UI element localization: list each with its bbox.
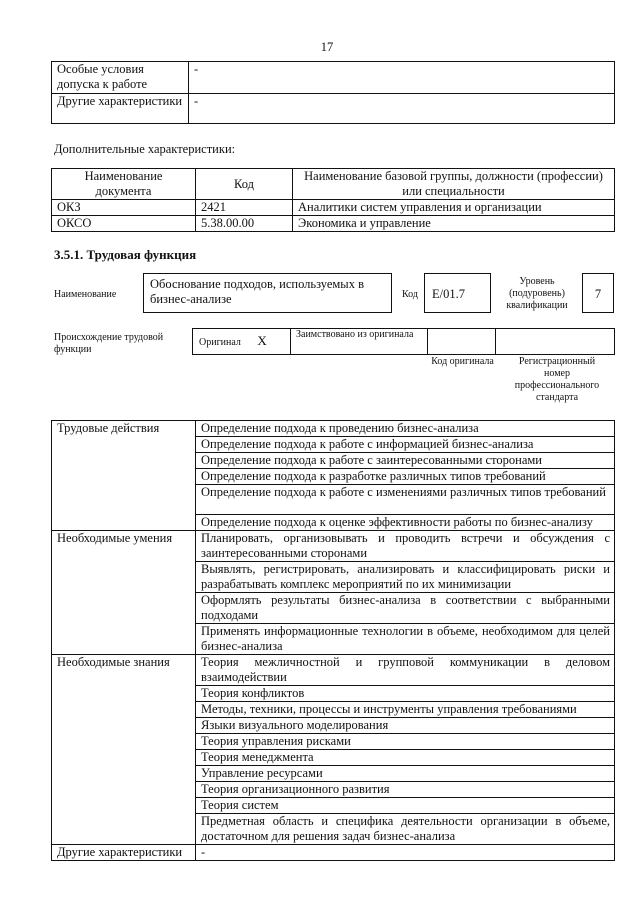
table-row	[52, 200, 615, 216]
labour-function-table	[51, 420, 615, 861]
labour-action-item: Определение подхода к оценке эффективности работы по бизнес-анализу	[196, 515, 615, 531]
table-cell: 5.38.00.00	[196, 216, 293, 232]
condition-value: -	[189, 94, 615, 124]
knowledge-item: Теория межличностной и групповой коммуникации в деловом взаимодействии	[196, 655, 615, 686]
function-name-label: Наименование	[54, 289, 117, 300]
qualification-level-value: 7	[594, 287, 602, 301]
function-name-box	[143, 273, 392, 313]
labour-action-item: Определение подхода к работе с заинтересованными сторонами	[196, 453, 615, 469]
other-value: -	[196, 845, 615, 861]
labour-action-item: Определение подхода к проведению бизнес-анализа	[196, 421, 615, 437]
origin-original-label: Оригинал	[199, 336, 241, 348]
condition-value: -	[189, 62, 615, 94]
table-cell: Экономика и управление	[293, 216, 615, 232]
other-label: Другие характеристики	[52, 845, 196, 861]
origin-original-cell	[193, 329, 291, 355]
knowledge-item: Теория управления рисками	[196, 734, 615, 750]
knowledge-item: Предметная область и специфика деятельности организации в объеме, достаточном для решения задач бизнес-анализа	[196, 814, 615, 845]
column-header: Код	[196, 169, 293, 200]
labour-action-item: Определение подхода к работе с информацией бизнес-анализа	[196, 437, 615, 453]
skill-item: Оформлять результаты бизнес-анализа в соответствии с выбранными подходами	[196, 593, 615, 624]
condition-label: Особые условия допуска к работе	[52, 62, 189, 94]
knowledge-item: Теория организационного развития	[196, 782, 615, 798]
origin-reg-cell	[496, 329, 615, 355]
function-code-label: Код	[402, 289, 418, 300]
page-number: 17	[320, 40, 334, 54]
column-header: Наименование документа	[52, 169, 196, 200]
skills-label: Необходимые умения	[52, 531, 196, 655]
condition-label: Другие характеристики	[52, 94, 189, 124]
additional-table	[51, 168, 615, 232]
origin-reg-caption: Регистрационный номер профессионального стандарта	[514, 356, 600, 403]
origin-code-cell	[428, 329, 496, 355]
knowledge-item: Управление ресурсами	[196, 766, 615, 782]
section-title: 3.5.1. Трудовая функция	[54, 247, 197, 262]
labour-action-item: Определение подхода к разработке различных типов требований	[196, 469, 615, 485]
column-header: Наименование базовой группы, должности (профессии) или специальности	[293, 169, 615, 200]
conditions-table	[51, 61, 615, 124]
knowledge-item: Языки визуального моделирования	[196, 718, 615, 734]
knowledge-item: Теория конфликтов	[196, 686, 615, 702]
skill-item: Планировать, организовывать и проводить встречи и обсуждения с заинтересованными сторонами	[196, 531, 615, 562]
origin-original-mark: X	[257, 332, 267, 348]
table-cell: 2421	[196, 200, 293, 216]
table-cell: ОКСО	[52, 216, 196, 232]
knowledge-item: Методы, техники, процессы и инструменты управления требованиями	[196, 702, 615, 718]
table-cell: ОКЗ	[52, 200, 196, 216]
qualification-level-label: Уровень (подуровень) квалификации	[506, 276, 568, 311]
skill-item: Выявлять, регистрировать, анализировать и классифицировать риски и разрабатывать комплекс мероприятий по их минимизации	[196, 562, 615, 593]
knowledge-item: Теория систем	[196, 798, 615, 814]
origin-code-caption: Код оригинала	[431, 356, 494, 367]
qualification-level-box	[582, 273, 614, 313]
knowledge-item: Теория менеджмента	[196, 750, 615, 766]
origin-table	[192, 328, 615, 355]
origin-borrowed-label: Заимствовано из оригинала	[291, 329, 428, 355]
table-cell: Аналитики систем управления и организации	[293, 200, 615, 216]
labour-action-item: Определение подхода к работе с изменениями различных типов требований	[196, 485, 615, 515]
additional-title: Дополнительные характеристики:	[54, 142, 236, 156]
origin-label: Происхождение трудовой функции	[54, 332, 164, 355]
function-name-value: Обоснование подходов, используемых в бизнес-анализе	[150, 277, 364, 306]
function-code-box	[424, 273, 491, 313]
skill-item: Применять информационные технологии в объеме, необходимом для целей бизнес-анализа	[196, 624, 615, 655]
knowledge-label: Необходимые знания	[52, 655, 196, 845]
function-code-value: E/01.7	[432, 287, 465, 301]
labour-actions-label: Трудовые действия	[52, 421, 196, 531]
table-row	[52, 216, 615, 232]
